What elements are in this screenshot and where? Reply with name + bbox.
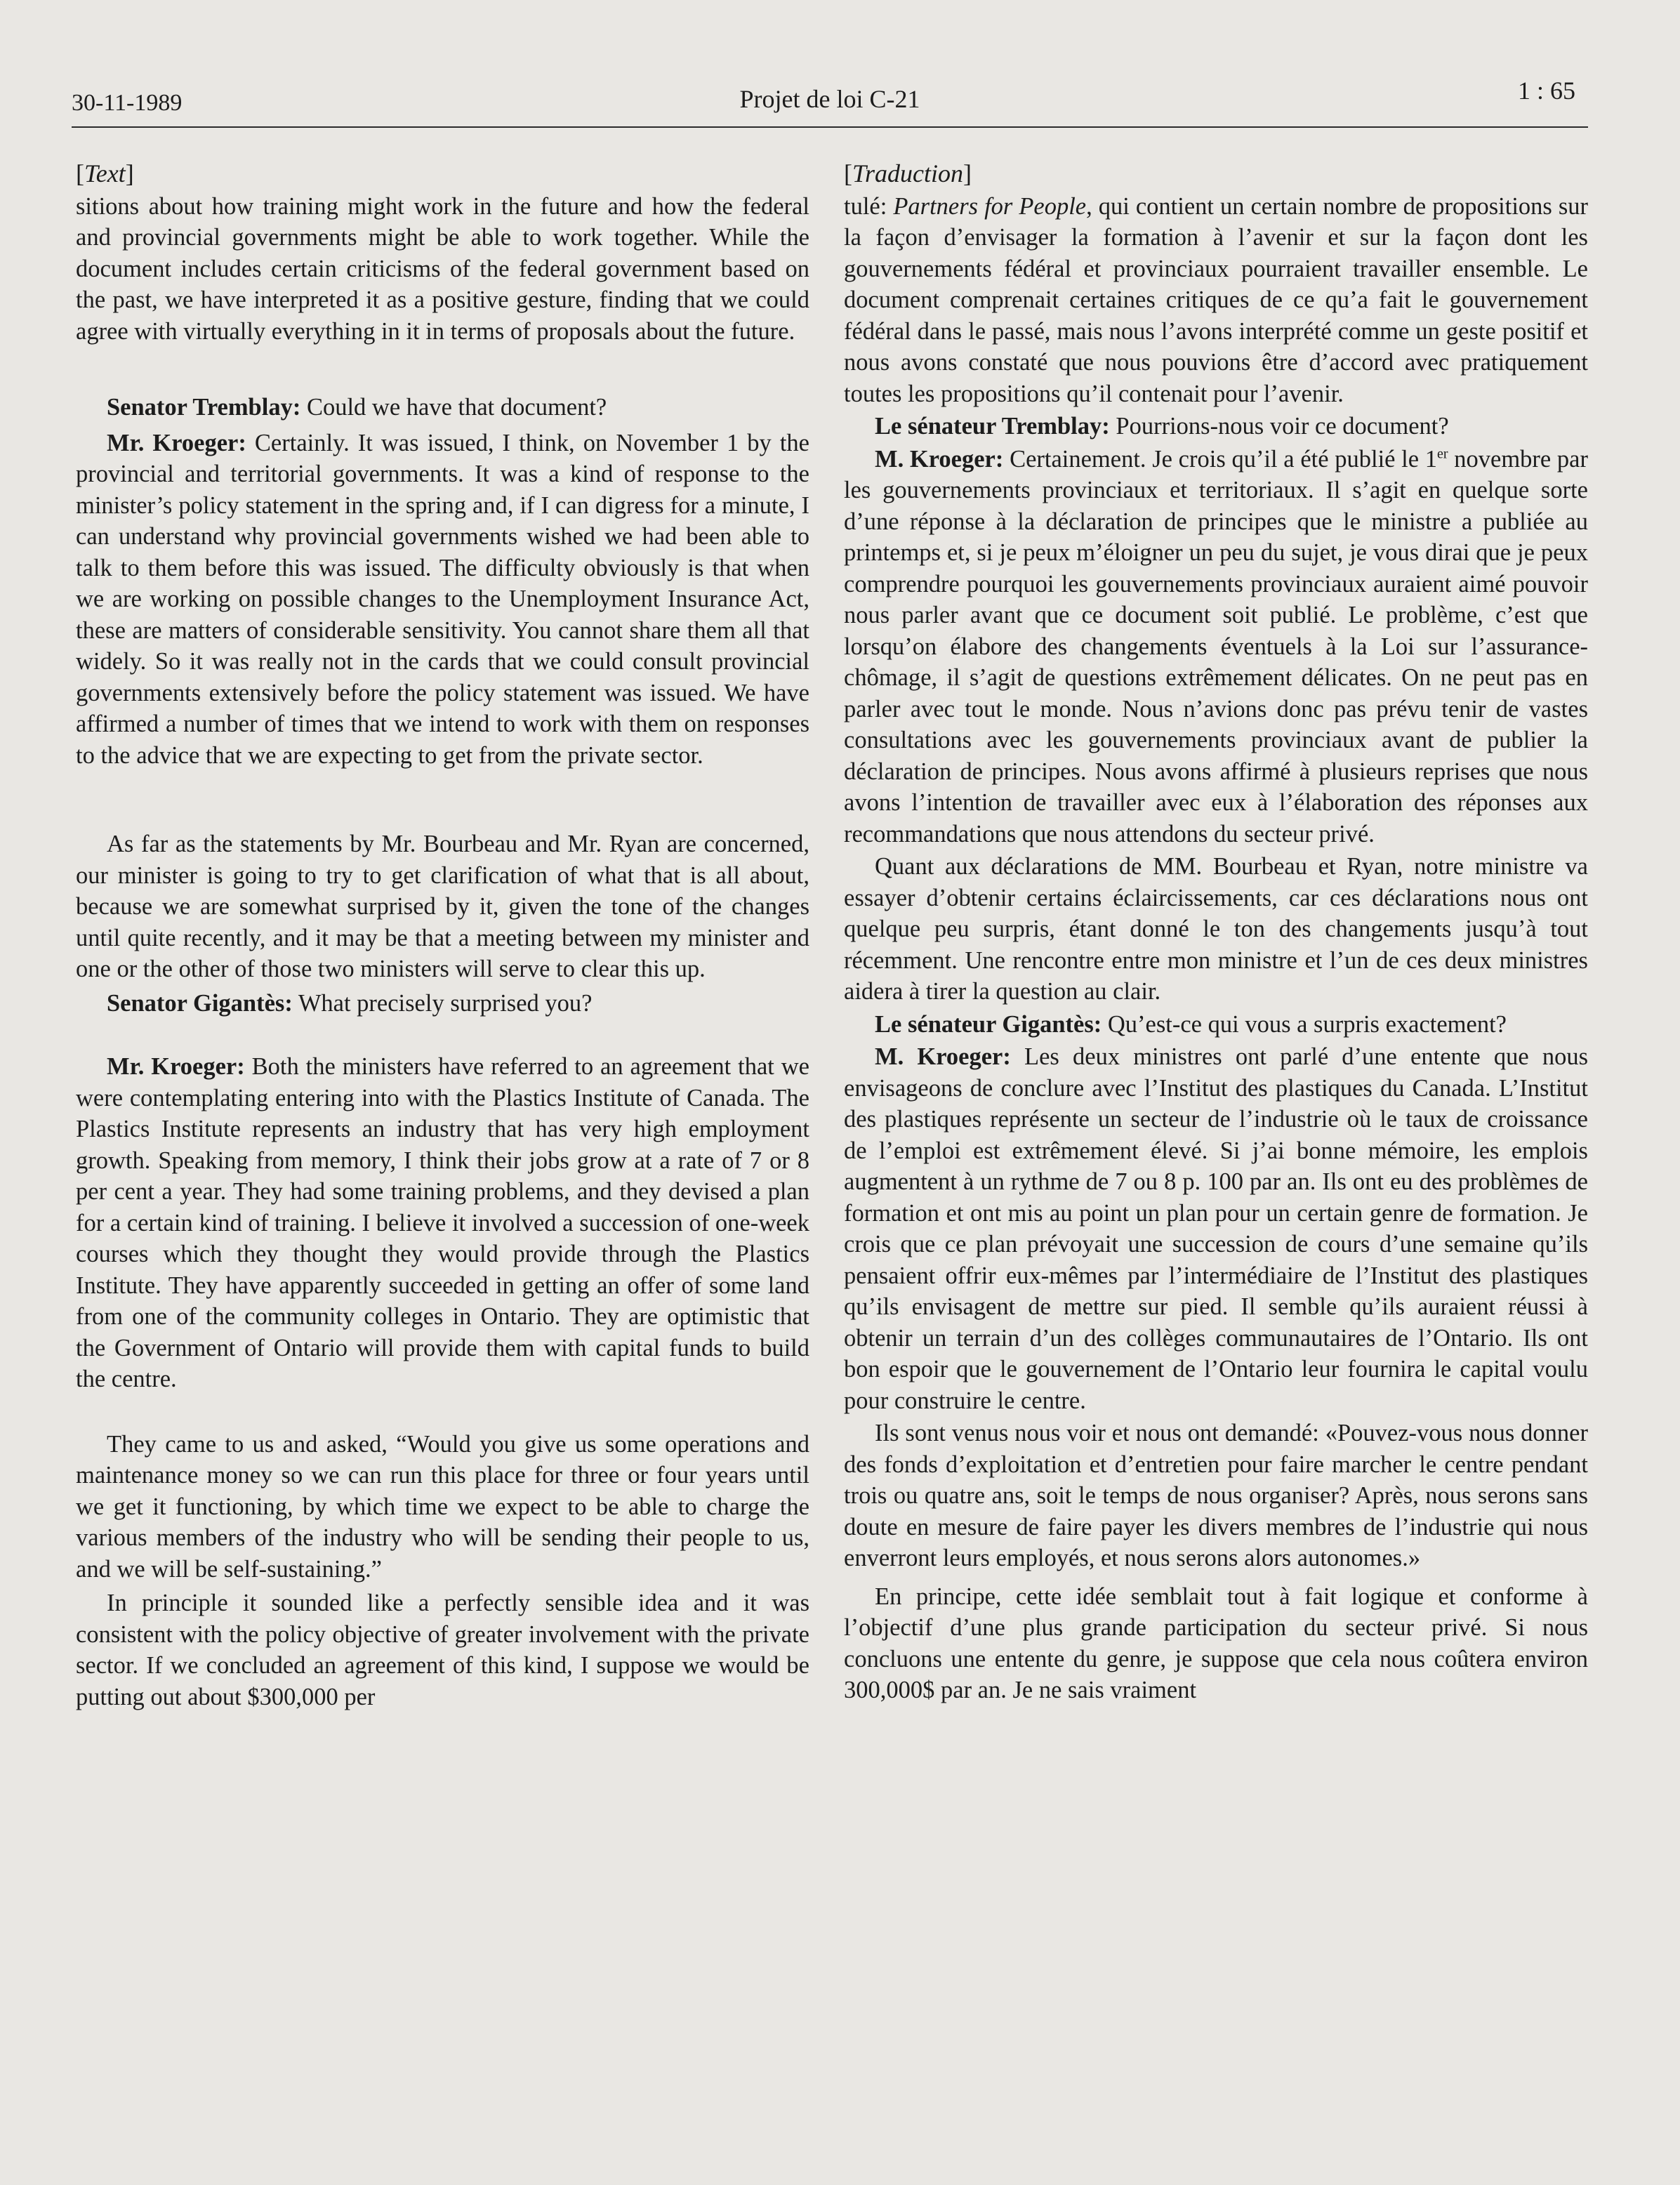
paragraph: Senator Tremblay: Could we have that document? <box>107 394 607 421</box>
superscript: er <box>1437 446 1448 461</box>
speaker-name: Senator Gigantès: <box>107 989 293 1017</box>
speaker-name: Le sénateur Gigantès: <box>875 1010 1102 1038</box>
french-column <box>844 158 1588 1706</box>
speaker-name: Mr. Kroeger: <box>107 429 246 456</box>
paragraph: Ils sont venus nous voir et nous ont demandé: «Pouvez-vous nous donner des fonds d’exploitation et d’entretien pour faire marcher le centre pendant trois ou quatre ans, soit le temps de nous organiser? Après, nous serons sans doute en mesure de faire payer les divers membres de l’industrie qui nous enverront leurs employés, et nous serons alors autonomes.» <box>844 1420 1588 1571</box>
paragraph: M. Kroeger: Les deux ministres ont parlé d’une entente que nous envisageons de conclure avec l’Institut des plastiques du Canada. L’Institut des plastiques représente un secteur de l’industrie où le taux de croissance de l’emploi est extrêmement élevé. Si j’ai bonne mémoire, les emplois augmentent à un rythme de 7 ou 8 p. 100 par an. Ils ont eu des problèmes de formation et ont mis au point un plan pour un certain genre de formation. Je crois que ce plan prévoyait une succession de cours d’une semaine qu’ils pensaient offrir eux-mêmes par l’intermédiaire de l’Institut des plastiques qu’ils envisagent de mettre sur pied. Il semble qu’ils auraient réussi à obtenir un terrain d’un des collèges communautaires de l’Ontario. Ils ont bon espoir que le gouvernement de l’Ontario leur fournira le capital voulu pour construire le centre. <box>844 1043 1588 1414</box>
paragraph: Le sénateur Tremblay: Pourrions-nous voir ce document? <box>875 413 1449 440</box>
paragraph: Le sénateur Gigantès: Qu’est-ce qui vous a surpris exactement? <box>875 1010 1507 1038</box>
header-date: 30-11-1989 <box>72 90 183 116</box>
column-tag-traduction: [Traduction] <box>844 159 972 187</box>
document-title: Partners for People <box>893 192 1087 220</box>
paragraph: tulé: Partners for People, qui contient un certain nombre de propositions sur la façon d’envisager la formation à l’avenir et sur la façon dont les gouvernements fédéral et provinciaux pourraient travailler ensemble. Le document comprenait certaines critiques de ce qu’a fait le gouvernement fédéral dans le passé, mais nous l’avons interprété comme un geste positif et nous avons constaté que nous pouvions être d’accord avec pratiquement toutes les propositions qu’il contenait pour l’avenir. <box>844 192 1589 407</box>
speaker-name: M. Kroeger: <box>875 445 1004 473</box>
paragraph: M. Kroeger: Certainement. Je crois qu’il a été publié le 1er novembre par les gouvernements provinciaux et territoriaux. Il s’agit en quelque sorte d’une réponse à la déclaration de principes que le ministre a publiée au printemps et, si je peux m’éloigner un peu du sujet, je vous dirai que je peux comprendre pourquoi les gouvernements provinciaux auraient aimé pouvoir nous parler avant que ce document soit publié. Le problème, c’est que lorsqu’on élabore des changements éventuels à la Loi sur l’assurance-chômage, il s’agit de questions extrêmement délicates. On ne peut pas en parler avec tout le monde. Nous n’avions donc pas prévu tenir de vastes consultations avec les gouvernements provinciaux avant de publier la déclaration de principes. Nous avons affirmé à plusieurs reprises que nous avons l’intention de travailler avec eux à l’élaboration des réponses aux recommandations que nous attendons du secteur privé. <box>844 445 1588 847</box>
speaker-name: Senator Tremblay: <box>107 394 301 421</box>
speaker-name: M. Kroeger: <box>875 1043 1011 1070</box>
paragraph: Quant aux déclarations de MM. Bourbeau et Ryan, notre ministre va essayer d’obtenir certains éclaircissements, car ces déclarations nous ont quelque peu surpris, étant donné le ton des changements jusqu’à tout récemment. Une rencontre entre mon ministre et l’un de ces deux ministres aidera à tirer la question au clair. <box>844 853 1588 1005</box>
header-page-number: 1 : 65 <box>1517 77 1575 105</box>
header-title: Projet de loi C-21 <box>739 85 920 113</box>
speaker-name: Le sénateur Tremblay: <box>875 413 1110 440</box>
paragraph: As far as the statements by Mr. Bourbeau and Mr. Ryan are concerned, our minister is going to try to get clarification of what that is all about, because we are somewhat surprised by it, given the tone of the changes until quite recently, and it may be that a meeting between my minister and one or the other of those two ministers will serve to clear this up. <box>76 831 809 982</box>
header-rule <box>72 126 1588 128</box>
paragraph: In principle it sounded like a perfectly sensible idea and it was consistent with the policy objective of greater involvement with the private sector. If we concluded an agreement of this kind, I suppose we would be putting out about $300,000 per <box>76 1590 809 1710</box>
paragraph: En principe, cette idée semblait tout à fait logique et conforme à l’objectif d’une plus grande participation du secteur privé. Si nous concluons une entente du genre, je suppose que cela nous coûtera environ 300,000$ par an. Je ne sais vraiment <box>844 1583 1588 1703</box>
paragraph: Mr. Kroeger: Both the ministers have referred to an agreement that we were contemplating entering into with the Plastics Institute of Canada. The Plastics Institute represents an industry that has very high employment growth. Speaking from memory, I think their jobs grow at a rate of 7 or 8 per cent a year. They had some training problems, and they devised a plan for a certain kind of training. I believe it involved a succession of one-week courses which they thought they would provide through the Plastics Institute. They have apparently succeeded in getting an offer of some land from one of the community colleges in Ontario. They are optimistic that the Government of Ontario will provide them with capital funds to build the centre. <box>76 1053 809 1392</box>
english-column <box>76 158 809 1712</box>
paragraph: Mr. Kroeger: Certainly. It was issued, I think, on November 1 by the provincial and territorial governments. It was a kind of response to the minister’s policy statement in the spring and, if I can digress for a minute, I can understand why provincial governments wished we had been able to talk to them before this was issued. The difficulty obviously is that when we are working on possible changes to the Unemployment Insurance Act, these are matters of considerable sensitivity. You cannot share them all that widely. So it was really not in the cards that we could consult provincial governments extensively before the policy statement was issued. We have affirmed a number of times that we intend to work with them on responses to the advice that we are expecting to get from the private sector. <box>76 429 809 769</box>
column-tag-text: [Text] <box>76 159 134 187</box>
paragraph: Senator Gigantès: What precisely surprised you? <box>107 989 593 1017</box>
page-header <box>72 76 1588 132</box>
speaker-name: Mr. Kroeger: <box>107 1053 245 1080</box>
paragraph: They came to us and asked, “Would you give us some operations and maintenance money so we can run this place for three or four years until we get it functioning, by which time we expect to be able to charge the various members of the industry who will be sending their people to us, and we will be self-sustaining.” <box>76 1430 809 1583</box>
paragraph: sitions about how training might work in the future and how the federal and provincial governments might be able to work together. While the document includes certain criticisms of the federal government based on the past, we have interpreted it as a positive gesture, finding that we could agree with virtually everything in it in terms of proposals about the future. <box>76 192 809 345</box>
